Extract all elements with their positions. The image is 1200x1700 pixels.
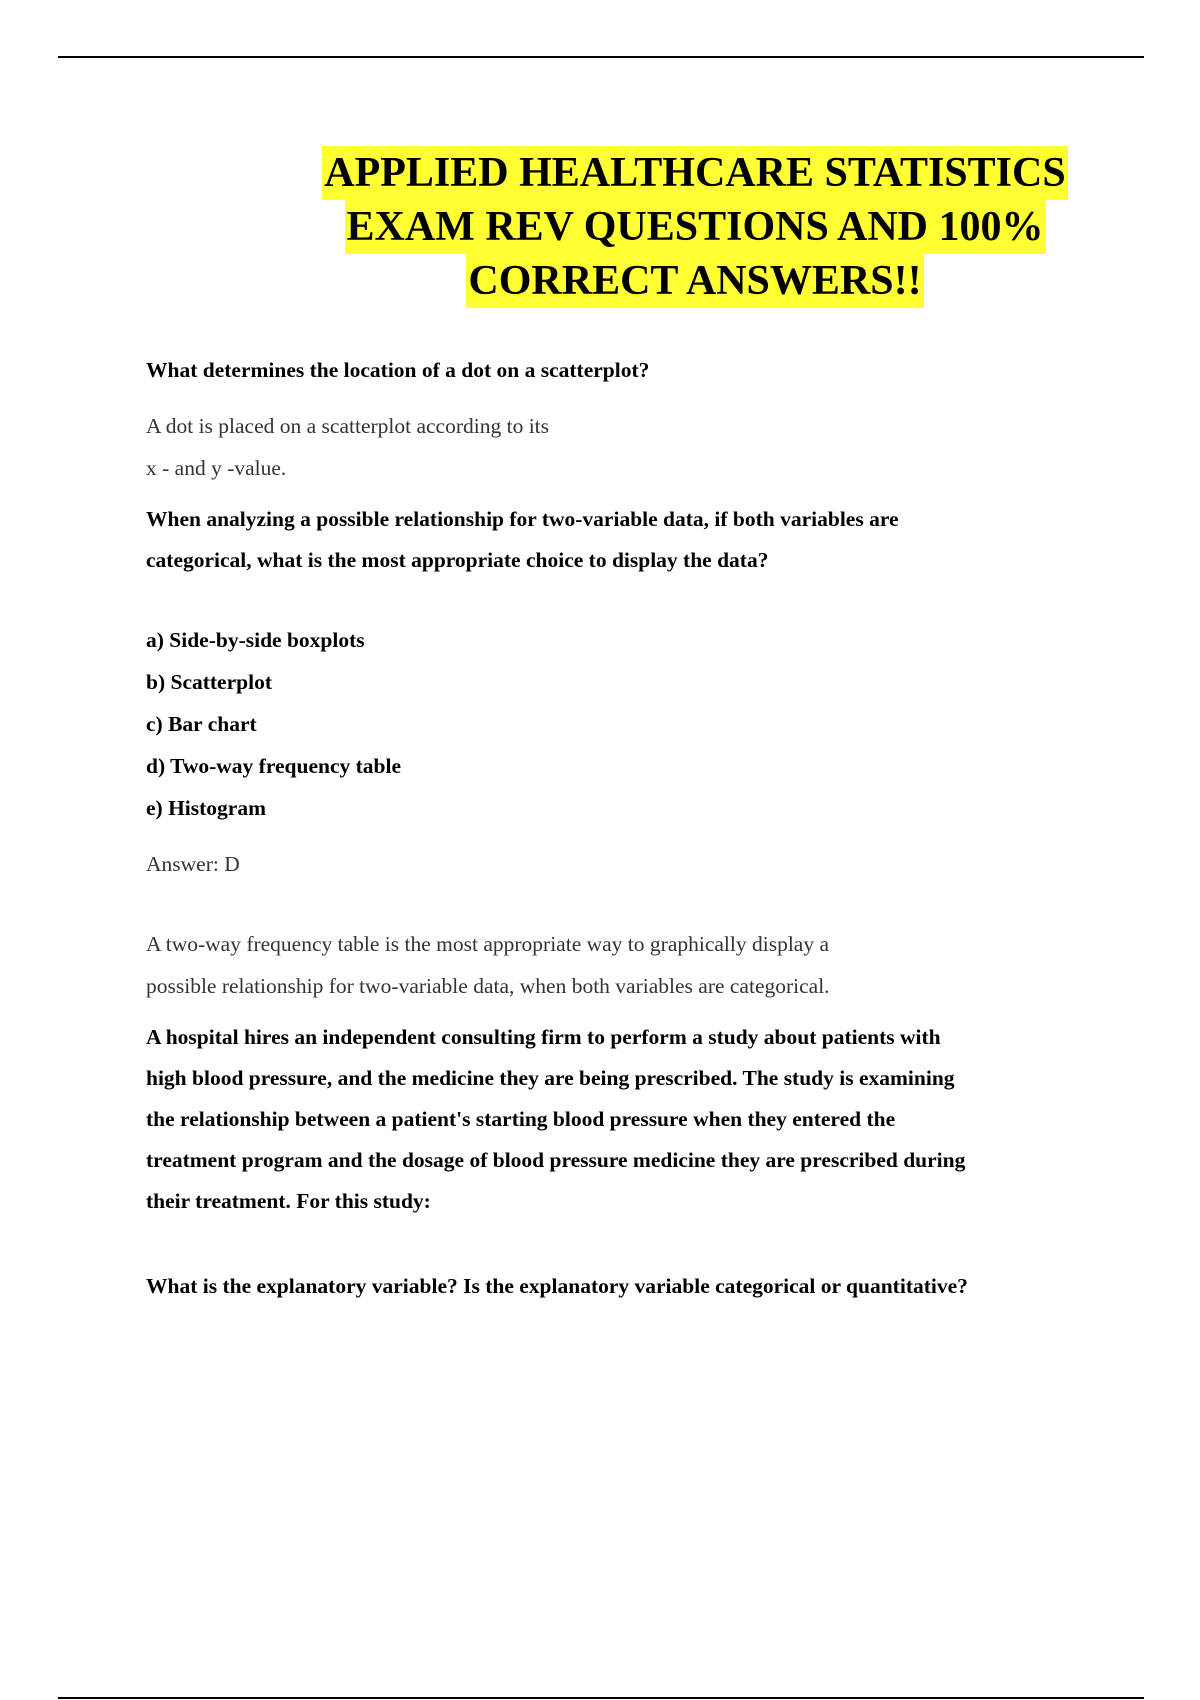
bottom-rule xyxy=(58,1697,1144,1699)
option-b: b) Scatterplot xyxy=(146,670,272,694)
top-rule xyxy=(58,56,1144,58)
question-3-line-3: the relationship between a patient's starting blood pressure when they entered the xyxy=(146,1107,896,1131)
title-line-1: APPLIED HEALTHCARE STATISTICS xyxy=(322,146,1067,200)
option-e: e) Histogram xyxy=(146,796,267,820)
question-2-line-1: When analyzing a possible relationship for two-variable data, if both variables are xyxy=(146,507,899,531)
document-title xyxy=(270,146,1120,308)
question-3-line-4: treatment program and the dosage of blood pressure medicine they are prescribed during xyxy=(146,1148,966,1172)
question-1: What determines the location of a dot on a scatterplot? xyxy=(146,358,650,382)
question-3-subquestion: What is the explanatory variable? Is the explanatory variable categorical or quantitative? xyxy=(146,1274,968,1298)
option-d: d) Two-way frequency table xyxy=(146,754,402,778)
question-2-line-2: categorical, what is the most appropriate choice to display the data? xyxy=(146,548,769,572)
document-body xyxy=(146,350,1096,1307)
answer-1-line-2: x - and y -value. xyxy=(146,456,287,480)
question-3-line-2: high blood pressure, and the medicine they are being prescribed. The study is examining xyxy=(146,1066,955,1090)
option-c: c) Bar chart xyxy=(146,712,257,736)
explanation-2-line-2: possible relationship for two-variable data, when both variables are categorical. xyxy=(146,974,830,998)
title-line-2: EXAM REV QUESTIONS AND 100% xyxy=(345,200,1046,254)
question-3-line-5: their treatment. For this study: xyxy=(146,1189,431,1213)
answer-1-line-1: A dot is placed on a scatterplot according to its xyxy=(146,414,550,438)
answer-2: Answer: D xyxy=(146,852,240,876)
title-line-3: CORRECT ANSWERS!! xyxy=(466,254,923,308)
option-a: a) Side-by-side boxplots xyxy=(146,628,365,652)
explanation-2-line-1: A two-way frequency table is the most appropriate way to graphically display a xyxy=(146,932,830,956)
question-3-line-1: A hospital hires an independent consulting firm to perform a study about patients with xyxy=(146,1025,941,1049)
